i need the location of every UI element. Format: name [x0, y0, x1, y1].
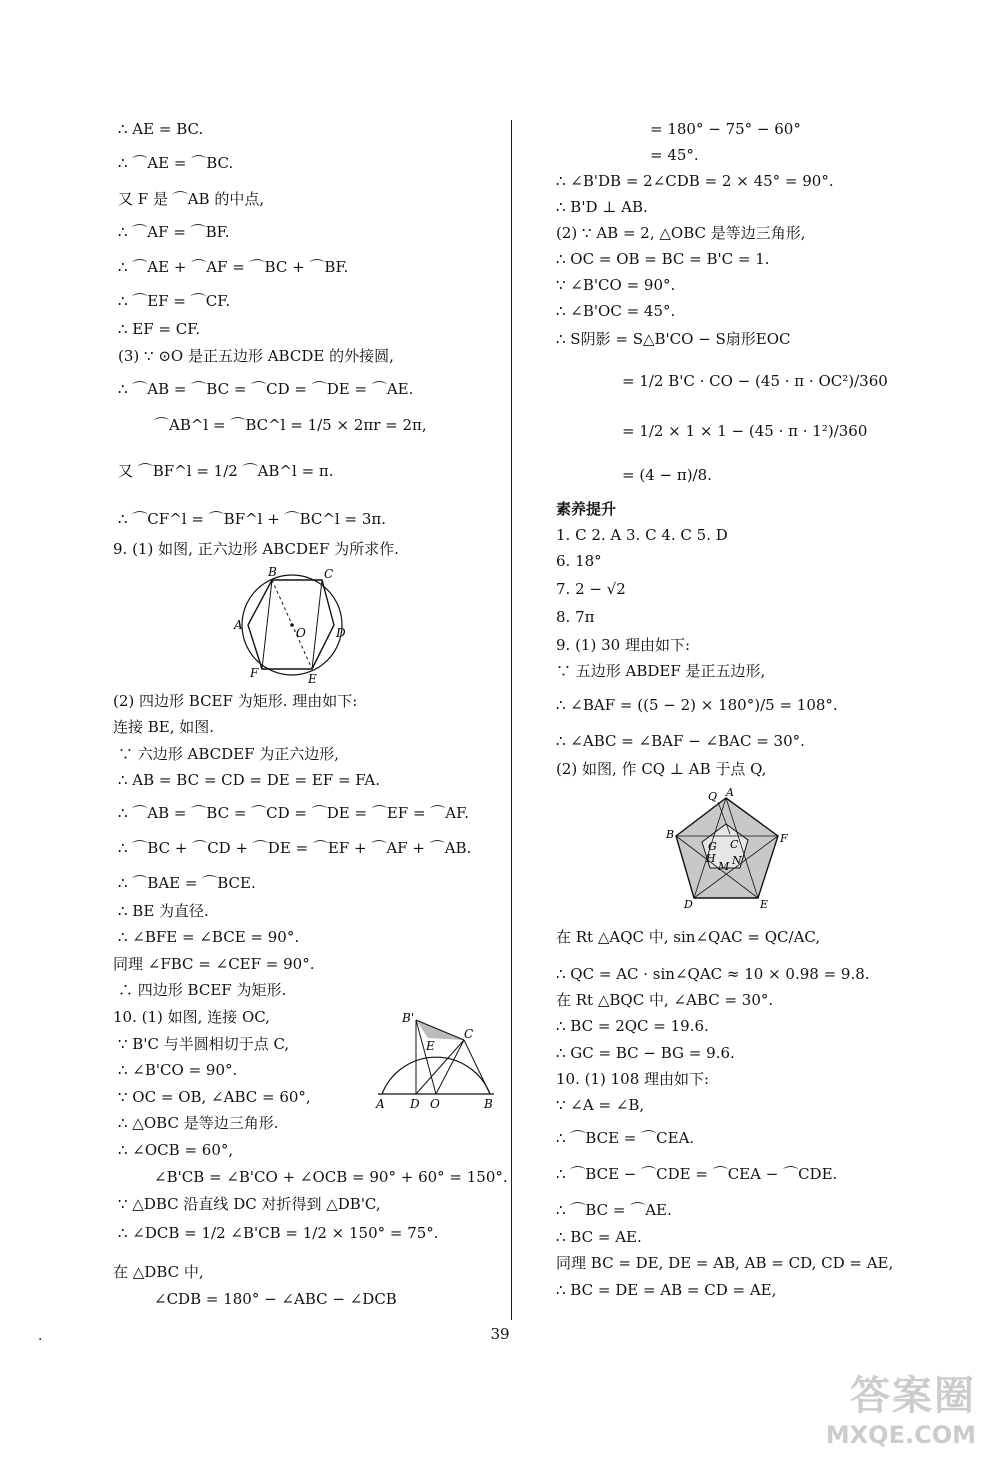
label-g: G [708, 840, 717, 853]
label-e: E [760, 898, 769, 908]
line: (2) ∵ AB = 2, △OBC 是等边三角形, [556, 224, 806, 242]
watermark-title: 答案圈 [850, 1373, 976, 1419]
line: 7. 2 − √2 [556, 580, 626, 598]
semicircle-figure [372, 1008, 502, 1113]
line: ∴ OC = OB = BC = B'C = 1. [556, 250, 770, 268]
label-e: E [308, 672, 317, 686]
label-a: A [234, 618, 243, 632]
line: ∴ ⌒AB = ⌒BC = ⌒CD = ⌒DE = ⌒AE. [118, 380, 414, 398]
line: ∴ ∠B'OC = 45°. [556, 302, 676, 320]
label-n: N [732, 854, 742, 867]
side-ce [312, 580, 322, 669]
page-number: 39 [490, 1325, 510, 1343]
semicircle [382, 1057, 490, 1094]
label-q: Q [708, 790, 718, 803]
line: 9. (1) 30 理由如下: [556, 636, 691, 654]
line: ∴ ∠BAF = ((5 − 2) × 180°)/5 = 108°. [556, 696, 838, 714]
line: ∴ ∠ABC = ∠BAF − ∠BAC = 30°. [556, 732, 805, 750]
line: ∴ ∠OCB = 60°, [118, 1141, 234, 1159]
line: 连接 BE, 如图. [113, 718, 215, 736]
line: ∴ ∠B'DB = 2∠CDB = 2 × 45° = 90°. [556, 172, 834, 190]
label-c: C [730, 838, 739, 851]
line: ∵ 六边形 ABCDEF 为正六边形, [118, 745, 340, 763]
label-b: B [268, 565, 277, 579]
line: 10. (1) 如图, 连接 OC, [113, 1008, 270, 1026]
line: ∵ ∠B'CO = 90°. [556, 276, 676, 294]
line: ∴ ⌒BCE − ⌒CDE = ⌒CEA − ⌒CDE. [556, 1165, 838, 1183]
line: = 1/2 B'C · CO − (45 · π · OC²)/360 [622, 372, 888, 390]
line: ∴ ⌒CF^l = ⌒BF^l + ⌒BC^l = 3π. [118, 510, 386, 528]
label-f: F [780, 832, 788, 845]
line: ∴ AB = BC = CD = DE = EF = FA. [118, 771, 381, 789]
section-heading: 素养提升 [556, 500, 617, 518]
center-dot [290, 623, 294, 627]
watermark-url: MXQE.COM [825, 1421, 976, 1449]
line: ∵ ∠A = ∠B, [556, 1096, 645, 1114]
label-b: B [484, 1097, 493, 1111]
label-a: A [376, 1097, 385, 1111]
line: ∴ 四边形 BCEF 为矩形. [118, 981, 287, 999]
watermark [826, 1364, 976, 1449]
label-b: B [666, 828, 675, 841]
line: ∴ ⌒AE = ⌒BC. [118, 154, 234, 172]
line: 1. C 2. A 3. C 4. C 5. D [556, 526, 728, 544]
label-b-prime: B' [402, 1011, 415, 1025]
line: ∴ EF = CF. [118, 320, 201, 338]
label-c: C [324, 567, 334, 581]
line: 同理 ∠FBC = ∠CEF = 90°. [113, 955, 315, 973]
label-h: H [706, 852, 716, 865]
line: ∴ BC = 2QC = 19.6. [556, 1017, 709, 1035]
hexagon-figure [230, 565, 360, 690]
line: ∠B'CB = ∠B'CO + ∠OCB = 90° + 60° = 150°. [154, 1168, 508, 1186]
line: = 45°. [650, 146, 699, 164]
line: ∵ △DBC 沿直线 DC 对折得到 △DB'C, [118, 1195, 381, 1213]
line: 9. (1) 如图, 正六边形 ABCDEF 为所求作. [113, 540, 399, 558]
line: (2) 四边形 BCEF 为矩形. 理由如下: [113, 692, 358, 710]
line: 在 Rt △BQC 中, ∠ABC = 30°. [556, 991, 774, 1009]
line: 6. 18° [556, 552, 602, 570]
line: ∴ ⌒AB = ⌒BC = ⌒CD = ⌒DE = ⌒EF = ⌒AF. [118, 804, 469, 822]
line: (3) ∵ ⊙O 是正五边形 ABCDE 的外接圆, [118, 347, 394, 365]
line: ∴ B'D ⊥ AB. [556, 198, 648, 216]
line: ∴ S阴影 = S△B'CO − S扇形EOC [556, 330, 791, 348]
line: 8. 7π [556, 608, 595, 626]
pentagon-figure [664, 784, 794, 908]
corner-mark: · [38, 1332, 43, 1348]
line: ∴ AE = BC. [118, 120, 204, 138]
line: 在 Rt △AQC 中, sin∠QAC = QC/AC, [556, 928, 821, 946]
line: ∴ ⌒AE + ⌒AF = ⌒BC + ⌒BF. [118, 258, 349, 276]
line: ∴ ⌒AF = ⌒BF. [118, 223, 230, 241]
line: ∴ BC = DE = AB = CD = AE, [556, 1281, 777, 1299]
label-d: D [336, 626, 346, 640]
line: ∵ OC = OB, ∠ABC = 60°, [118, 1088, 311, 1106]
line: ∴ BE 为直径. [118, 902, 209, 920]
line: 又 F 是 ⌒AB 的中点, [118, 190, 265, 208]
label-a: A [726, 786, 734, 799]
line: ∴ △OBC 是等边三角形. [118, 1114, 279, 1132]
label-e: E [426, 1039, 435, 1053]
line: ⌒AB^l = ⌒BC^l = 1/5 × 2πr = 2π, [154, 416, 427, 434]
label-d: D [684, 898, 693, 908]
line: = 180° − 75° − 60° [650, 120, 801, 138]
line: ∴ ⌒BC = ⌒AE. [556, 1201, 672, 1219]
line: = (4 − π)/8. [622, 466, 712, 484]
label-f: F [250, 666, 259, 680]
line: ∴ ⌒BCE = ⌒CEA. [556, 1129, 695, 1147]
line: ∵ 五边形 ABDEF 是正五边形, [556, 662, 766, 680]
label-c: C [464, 1027, 474, 1041]
line: 10. (1) 108 理由如下: [556, 1070, 710, 1088]
label-m: M [718, 860, 730, 873]
line: ∵ B'C 与半圆相切于点 C, [118, 1035, 290, 1053]
line: ∴ GC = BC − BG = 9.6. [556, 1044, 735, 1062]
line: = 1/2 × 1 × 1 − (45 · π · 1²)/360 [622, 422, 868, 440]
line: 同理 BC = DE, DE = AB, AB = CD, CD = AE, [556, 1254, 894, 1272]
line: 又 ⌒BF^l = 1/2 ⌒AB^l = π. [118, 462, 334, 480]
line: ∴ ⌒BC + ⌒CD + ⌒DE = ⌒EF + ⌒AF + ⌒AB. [118, 839, 472, 857]
line: ∠CDB = 180° − ∠ABC − ∠DCB [154, 1290, 397, 1308]
line: ∴ ⌒EF = ⌒CF. [118, 292, 231, 310]
line: ∴ ∠B'CO = 90°. [118, 1061, 238, 1079]
label-o: O [296, 626, 306, 640]
line: ∴ ∠BFE = ∠BCE = 90°. [118, 928, 300, 946]
line: ∴ QC = AC · sin∠QAC ≈ 10 × 0.98 = 9.8. [556, 965, 870, 983]
line: (2) 如图, 作 CQ ⊥ AB 于点 Q, [556, 760, 767, 778]
line: ∴ ∠DCB = 1/2 ∠B'CB = 1/2 × 150° = 75°. [118, 1224, 439, 1242]
line: ∴ ⌒BAE = ⌒BCE. [118, 874, 256, 892]
label-o: O [430, 1097, 440, 1111]
label-d: D [410, 1097, 420, 1111]
side-bf [262, 580, 272, 669]
line: 在 △DBC 中, [113, 1263, 204, 1281]
column-divider [511, 120, 512, 1320]
line: ∴ BC = AE. [556, 1228, 642, 1246]
